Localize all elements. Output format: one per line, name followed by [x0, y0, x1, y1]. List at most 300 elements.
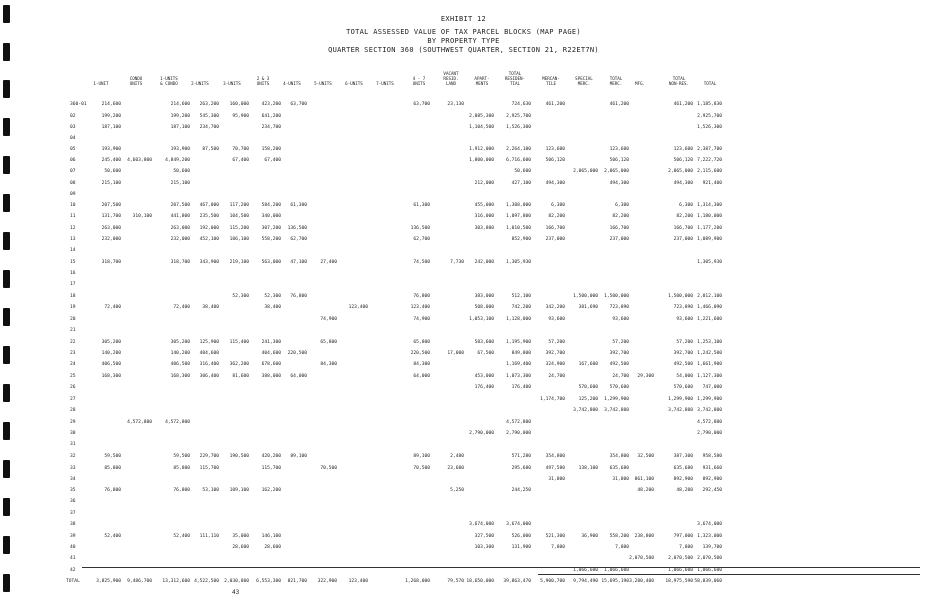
table-row — [0, 340, 927, 346]
row-label: 17 — [70, 282, 76, 287]
table-cell: 158,200 — [261, 147, 281, 152]
table-cell: 635,680 — [673, 466, 693, 471]
table-cell: 238,800 — [634, 534, 654, 539]
table-cell: 1,195,900 — [506, 340, 531, 345]
table-cell: 558,200 — [609, 534, 629, 539]
row-label: 19 — [70, 305, 76, 310]
table-cell: 62,700 — [290, 237, 307, 242]
table-row — [0, 169, 927, 175]
table-cell: 131,700 — [101, 214, 121, 219]
table-cell: 4,572,800 — [506, 420, 531, 425]
table-cell: 4,572,800 — [697, 420, 722, 425]
table-cell: 242,000 — [474, 260, 494, 265]
table-row — [0, 136, 927, 142]
table-cell: 1,185,830 — [697, 102, 722, 107]
table-row — [0, 545, 927, 551]
table-cell: 512,100 — [511, 294, 531, 299]
table-cell: 2,065,000 — [668, 169, 693, 174]
table-cell: 212,000 — [474, 181, 494, 186]
table-cell: 117,200 — [229, 203, 249, 208]
table-cell: 47,100 — [290, 260, 307, 265]
table-cell: 241,300 — [261, 340, 281, 345]
table-cell: 1,526,300 — [697, 125, 722, 130]
column-header: APART- MENTS — [474, 76, 490, 86]
table-cell: 29,300 — [637, 374, 654, 379]
table-cell: 187,100 — [101, 125, 121, 130]
table-cell: 742,200 — [511, 305, 531, 310]
row-label: 05 — [70, 147, 76, 152]
table-cell: 70,500 — [413, 466, 430, 471]
table-cell: 494,300 — [545, 181, 565, 186]
row-label: 360-01 — [70, 102, 87, 107]
table-cell: 89,100 — [413, 454, 430, 459]
table-cell: 67,400 — [232, 158, 249, 163]
table-cell: 571,280 — [511, 454, 531, 459]
table-cell: 322,900 — [317, 579, 337, 584]
column-header: 7-UNITS — [376, 81, 394, 86]
table-cell: 74,900 — [413, 317, 430, 322]
table-cell: 160,000 — [229, 102, 249, 107]
table-cell: 176,400 — [511, 385, 531, 390]
row-label: 02 — [70, 114, 76, 119]
table-cell: 4,522,500 — [194, 579, 219, 584]
table-row — [0, 385, 927, 391]
table-cell: 176,400 — [474, 385, 494, 390]
table-cell: 52,300 — [232, 294, 249, 299]
row-label: 40 — [70, 545, 76, 550]
table-cell: 245,400 — [101, 158, 121, 163]
table-row — [0, 374, 927, 380]
table-cell: 4,572,800 — [127, 420, 152, 425]
column-header: SPECIAL MERC. — [575, 76, 593, 86]
row-label: 09 — [70, 192, 76, 197]
table-cell: 193,900 — [101, 147, 121, 152]
table-cell: 28,600 — [264, 545, 281, 550]
table-cell: 24,700 — [612, 374, 629, 379]
column-header: CONDO UNITS — [129, 76, 143, 86]
table-cell: 461,200 — [545, 102, 565, 107]
table-cell: 229,700 — [199, 454, 219, 459]
table-cell: 237,000 — [545, 237, 565, 242]
table-cell: 1,305,930 — [506, 260, 531, 265]
table-cell: 1,066,600 — [573, 568, 598, 573]
table-cell: 5,250 — [450, 488, 464, 493]
table-cell: 85,800 — [173, 466, 190, 471]
table-cell: 406,500 — [170, 362, 190, 367]
row-label: 35 — [70, 488, 76, 493]
table-cell: 420,200 — [261, 454, 281, 459]
table-cell: 70,500 — [320, 466, 337, 471]
table-cell: 9,486,700 — [127, 579, 152, 584]
table-cell: 494,300 — [673, 181, 693, 186]
table-cell: 3,742,800 — [697, 408, 722, 413]
column-header: 5-UNITS — [314, 81, 332, 86]
row-label: 34 — [70, 477, 76, 482]
table-cell: 494,300 — [609, 181, 629, 186]
table-cell: 167,600 — [578, 362, 598, 367]
row-label: 04 — [70, 136, 76, 141]
row-label: 33 — [70, 466, 76, 471]
table-cell: 492,500 — [673, 362, 693, 367]
column-header: VACANT RESID. LAND — [443, 71, 459, 86]
table-cell: 84,300 — [413, 362, 430, 367]
table-cell: 140,200 — [170, 351, 190, 356]
table-cell: 7,800 — [551, 545, 565, 550]
table-cell: 723,890 — [609, 305, 629, 310]
table-row — [0, 294, 927, 300]
table-cell: 74,500 — [413, 260, 430, 265]
table-cell: 1,466,090 — [697, 305, 722, 310]
table-cell: 1,253,100 — [697, 340, 722, 345]
table-cell: 235,500 — [199, 214, 219, 219]
table-cell: 343,900 — [199, 260, 219, 265]
table-cell: 18,975,590 — [665, 579, 693, 584]
table-row — [0, 260, 927, 266]
row-label: 08 — [70, 181, 76, 186]
row-label: 14 — [70, 248, 76, 253]
table-cell: 84,300 — [320, 362, 337, 367]
row-label: 23 — [70, 351, 76, 356]
table-cell: 1,314,300 — [697, 203, 722, 208]
table-cell: 13,312,600 — [162, 579, 190, 584]
table-cell: 263,200 — [199, 102, 219, 107]
table-cell: 207,500 — [170, 203, 190, 208]
table-row — [0, 408, 927, 414]
row-label: 11 — [70, 214, 76, 219]
table-cell: 4,849,200 — [165, 158, 190, 163]
table-cell: 3,280,400 — [629, 579, 654, 584]
table-cell: 27,400 — [320, 260, 337, 265]
table-cell: 1,073,300 — [506, 374, 531, 379]
table-cell: 95,900 — [232, 114, 249, 119]
table-cell: 123,400 — [410, 305, 430, 310]
table-row — [0, 248, 927, 254]
table-cell: 305,200 — [101, 340, 121, 345]
table-cell: 53,100 — [202, 488, 219, 493]
row-label: 10 — [70, 203, 76, 208]
table-cell: 5,900,700 — [540, 579, 565, 584]
table-cell: 72,400 — [173, 305, 190, 310]
table-cell: 219,100 — [229, 260, 249, 265]
table-cell: 193,900 — [170, 147, 190, 152]
table-cell: 64,000 — [290, 374, 307, 379]
column-header: TOTAL — [703, 81, 717, 86]
table-cell: 404,600 — [199, 351, 219, 356]
table-row — [0, 477, 927, 483]
column-header: 1-UNITS & CONDO — [160, 76, 178, 86]
row-label: 31 — [70, 442, 76, 447]
table-cell: 306,400 — [199, 374, 219, 379]
table-row — [0, 158, 927, 164]
table-cell: 497,580 — [545, 466, 565, 471]
table-cell: 199,200 — [170, 114, 190, 119]
table-cell: 318,700 — [170, 260, 190, 265]
table-cell: 125,900 — [199, 340, 219, 345]
table-cell: 316,400 — [199, 362, 219, 367]
table-cell: 28,600 — [232, 545, 249, 550]
table-cell: 220,500 — [410, 351, 430, 356]
table-cell: 35,000 — [232, 534, 249, 539]
table-cell: 74,900 — [320, 317, 337, 322]
table-cell: 50,600 — [173, 169, 190, 174]
table-cell: 1,010,500 — [506, 226, 531, 231]
table-cell: 1,089,900 — [697, 237, 722, 242]
table-row — [0, 431, 927, 437]
table-cell: 545,300 — [199, 114, 219, 119]
table-row — [0, 214, 927, 220]
table-cell: 1,104,500 — [469, 125, 494, 130]
table-cell: 1,066,600 — [604, 568, 629, 573]
table-cell: 59,500 — [173, 454, 190, 459]
table-row — [0, 192, 927, 198]
table-cell: 131,900 — [511, 545, 531, 550]
table-cell: 1,221,600 — [697, 317, 722, 322]
table-row — [0, 579, 927, 585]
table-cell: 3,742,800 — [573, 408, 598, 413]
table-cell: 115,400 — [229, 340, 249, 345]
table-cell: 570,600 — [673, 385, 693, 390]
row-label: 13 — [70, 237, 76, 242]
exhibit-label: EXHIBIT 12 — [440, 15, 487, 23]
table-cell: 2,065,000 — [604, 169, 629, 174]
table-cell: 57,200 — [548, 340, 565, 345]
table-cell: 123,400 — [348, 579, 368, 584]
table-cell: 1,308,000 — [506, 203, 531, 208]
table-cell: 1,127,300 — [697, 374, 722, 379]
table-cell: 38,400 — [202, 305, 219, 310]
row-label: 24 — [70, 362, 76, 367]
table-cell: 76,800 — [173, 488, 190, 493]
table-cell: 93,600 — [612, 317, 629, 322]
table-cell: 23,130 — [447, 102, 464, 107]
table-cell: 1,299,900 — [604, 397, 629, 402]
table-cell: 641,200 — [261, 114, 281, 119]
table-cell: 57,200 — [612, 340, 629, 345]
table-cell: 1,500,000 — [668, 294, 693, 299]
table-cell: 140,200 — [101, 351, 121, 356]
table-cell: 199,200 — [101, 114, 121, 119]
table-cell: 82,200 — [676, 214, 693, 219]
column-header: TOTAL NON-RES. — [668, 76, 690, 86]
table-cell: 570,600 — [609, 385, 629, 390]
table-cell: 50,600 — [514, 169, 531, 174]
table-cell: 455,000 — [474, 203, 494, 208]
table-cell: 7,800 — [615, 545, 629, 550]
table-cell: 392,700 — [673, 351, 693, 356]
table-row — [0, 114, 927, 120]
table-cell: 7,800 — [679, 545, 693, 550]
table-cell: 123,600 — [673, 147, 693, 152]
table-cell: 237,000 — [609, 237, 629, 242]
table-cell: 82,200 — [612, 214, 629, 219]
column-header: 4-UNITS — [283, 81, 301, 86]
table-cell: 18,650,000 — [466, 579, 494, 584]
table-cell: 570,600 — [578, 385, 598, 390]
table-cell: 232,000 — [101, 237, 121, 242]
table-cell: 2,790,000 — [469, 431, 494, 436]
table-cell: 2,387,700 — [697, 147, 722, 152]
table-row — [0, 442, 927, 448]
table-cell: 892,900 — [702, 477, 722, 482]
table-row — [0, 102, 927, 108]
table-cell: 79,570 — [447, 579, 464, 584]
table-cell: 558,200 — [261, 237, 281, 242]
table-cell: 387,300 — [673, 454, 693, 459]
table-row — [0, 125, 927, 131]
table-cell: 15,695,190 — [601, 579, 629, 584]
table-cell: 453,000 — [474, 374, 494, 379]
row-label: 30 — [70, 431, 76, 436]
table-cell: 861,100 — [634, 477, 654, 482]
table-cell: 4,603,800 — [127, 158, 152, 163]
table-cell: 76,800 — [290, 294, 307, 299]
table-cell: 506,120 — [609, 158, 629, 163]
table-cell: 168,300 — [170, 374, 190, 379]
table-cell: 3,674,000 — [697, 522, 722, 527]
table-cell: 849,800 — [511, 351, 531, 356]
table-cell: 70,700 — [232, 147, 249, 152]
table-cell: 1,180,000 — [697, 214, 722, 219]
table-cell: 303,800 — [474, 226, 494, 231]
table-cell: 2,070,500 — [629, 556, 654, 561]
table-cell: 263,000 — [170, 226, 190, 231]
table-cell: 2,012,100 — [697, 294, 722, 299]
table-cell: 383,000 — [474, 294, 494, 299]
table-cell: 2,264,100 — [506, 147, 531, 152]
table-cell: 109,100 — [229, 488, 249, 493]
table-cell: 292,450 — [702, 488, 722, 493]
table-cell: 1,242,500 — [697, 351, 722, 356]
table-cell: 307,200 — [261, 226, 281, 231]
table-cell: 508,000 — [474, 305, 494, 310]
page-number: 43 — [232, 589, 240, 596]
table-cell: 4,572,800 — [165, 420, 190, 425]
table-cell: 48,200 — [637, 488, 654, 493]
table-cell: 1,800,000 — [469, 158, 494, 163]
table-row — [0, 534, 927, 540]
total-underline — [538, 574, 920, 575]
table-cell: 563,000 — [261, 260, 281, 265]
table-cell: 852,900 — [511, 237, 531, 242]
table-cell: 31,800 — [548, 477, 565, 482]
row-label: 21 — [70, 328, 76, 333]
row-label: 36 — [70, 499, 76, 504]
table-cell: 404,600 — [261, 351, 281, 356]
table-cell: 1,169,400 — [506, 362, 531, 367]
row-label: 07 — [70, 169, 76, 174]
column-header: 2 & 3 UNITS — [256, 76, 270, 86]
table-row — [0, 420, 927, 426]
table-cell: 85,800 — [104, 466, 121, 471]
table-row — [0, 147, 927, 153]
table-cell: 32,500 — [637, 454, 654, 459]
table-cell: 187,100 — [170, 125, 190, 130]
row-label: 26 — [70, 385, 76, 390]
table-row — [0, 226, 927, 232]
table-cell: 6,716,600 — [506, 158, 531, 163]
table-cell: 362,200 — [229, 362, 249, 367]
table-cell: 58,839,060 — [694, 579, 722, 584]
column-header: MFG. — [634, 81, 646, 86]
row-label: 27 — [70, 397, 76, 402]
table-cell: 52,400 — [104, 534, 121, 539]
table-cell: 9,794,490 — [573, 579, 598, 584]
table-row — [0, 488, 927, 494]
table-cell: 39,863,470 — [503, 579, 531, 584]
table-cell: 354,800 — [609, 454, 629, 459]
table-row — [0, 522, 927, 528]
table-cell: 1,500,000 — [573, 294, 598, 299]
table-cell: 1,526,300 — [506, 125, 531, 130]
table-cell: 1,128,000 — [506, 317, 531, 322]
table-cell: 244,250 — [511, 488, 531, 493]
table-cell: 723,890 — [673, 305, 693, 310]
table-cell: 263,000 — [101, 226, 121, 231]
table-row — [0, 499, 927, 505]
table-cell: 72,400 — [104, 305, 121, 310]
table-row — [0, 271, 927, 277]
table-row — [0, 282, 927, 288]
table-row — [0, 351, 927, 357]
table-row — [0, 203, 927, 209]
table-cell: 214,600 — [101, 102, 121, 107]
table-cell: 146,100 — [261, 534, 281, 539]
table-cell: 64,000 — [413, 374, 430, 379]
column-header: TOTAL RESIDEN- TIAL — [504, 71, 526, 86]
table-cell: 1,097,800 — [506, 214, 531, 219]
table-cell: 310,100 — [132, 214, 152, 219]
row-label: 20 — [70, 317, 76, 322]
table-row — [0, 305, 927, 311]
row-label: 41 — [70, 556, 76, 561]
table-cell: 2,070,500 — [697, 556, 722, 561]
table-cell: 1,066,600 — [697, 568, 722, 573]
table-cell: 136,500 — [287, 226, 307, 231]
table-cell: 54,000 — [676, 374, 693, 379]
table-cell: 125,200 — [578, 397, 598, 402]
column-header: 2-UNITS — [191, 81, 209, 86]
column-header: MERCAN- TILE — [542, 76, 560, 86]
table-cell: 521,300 — [545, 534, 565, 539]
table-cell: 139,700 — [702, 545, 722, 550]
table-cell: 2,115,600 — [697, 169, 722, 174]
table-cell: 7,730 — [450, 260, 464, 265]
row-label: 25 — [70, 374, 76, 379]
row-label: TOTAL — [66, 579, 80, 584]
table-cell: 166,700 — [609, 226, 629, 231]
table-cell: 215,100 — [170, 181, 190, 186]
table-cell: 2,925,700 — [697, 114, 722, 119]
table-row — [0, 362, 927, 368]
table-cell: 6,553,300 — [256, 579, 281, 584]
table-cell: 6,300 — [551, 203, 565, 208]
table-cell: 452,100 — [199, 237, 219, 242]
table-cell: 89,100 — [290, 454, 307, 459]
table-row — [0, 237, 927, 243]
table-cell: 87,500 — [202, 147, 219, 152]
table-cell: 3,674,000 — [506, 522, 531, 527]
table-cell: 892,900 — [673, 477, 693, 482]
table-cell: 1,912,000 — [469, 147, 494, 152]
row-label: 42 — [70, 568, 76, 573]
column-header: TOTAL MERC. — [609, 76, 623, 86]
table-cell: 214,600 — [170, 102, 190, 107]
table-cell: 48,200 — [676, 488, 693, 493]
table-cell: 115,200 — [229, 226, 249, 231]
table-cell: 192,000 — [199, 226, 219, 231]
row-label: 28 — [70, 408, 76, 413]
table-cell: 324,900 — [545, 362, 565, 367]
